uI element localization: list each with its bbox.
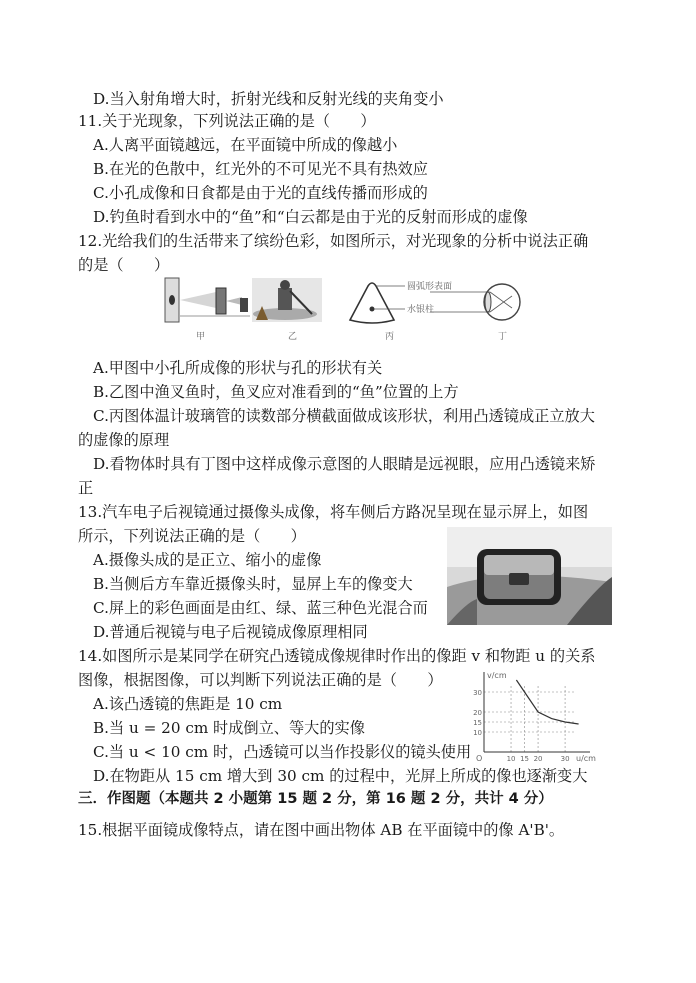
q12-stem-line1: 12.光给我们的生活带来了缤纷色彩，如图所示，对光现象的分析中说法正确 [78, 232, 589, 250]
q11-option-c: C.小孔成像和日食都是由于光的直线传播而形成的 [93, 184, 428, 202]
q14-option-a: A.该凸透镜的焦距是 10 cm [93, 695, 283, 713]
q13-option-c: C.屏上的彩色画面是由红、绿、蓝三种色光混合而 [93, 599, 428, 617]
y-tick-label: 15 [473, 719, 482, 727]
q10-option-d: D.当入射角增大时，折射光线和反射光线的夹角变小 [93, 90, 444, 108]
q13-stem-line1: 13.汽车电子后视镜通过摄像头成像，将车侧后方路况呈现在显示屏上，如图 [78, 503, 589, 521]
q11-option-b: B.在光的色散中，红光外的不可见光不具有热效应 [93, 160, 428, 178]
figure-label-bing: 丙 [385, 332, 395, 342]
q13-option-b: B.当侧后方车靠近摄像头时，显屏上车的像变大 [93, 575, 413, 593]
q12-option-d-line1: D.看物体时具有丁图中这样成像示意图的人眼睛是远视眼，应用凸透镜来矫 [93, 455, 596, 473]
electronic-mirror-photo [447, 527, 612, 625]
q12-figure [160, 276, 530, 348]
q14-option-d: D.在物距从 15 cm 增大到 30 cm 的过程中，光屏上所成的像也逐渐变大 [93, 767, 588, 785]
x-tick-label: 10 [506, 755, 516, 763]
x-tick-label: 15 [520, 755, 530, 763]
figure-label-jia: 甲 [196, 332, 206, 342]
y-tick-label: 20 [473, 709, 482, 717]
q13-stem-line2: 所示，下列说法正确的是（ ） [78, 527, 306, 545]
q12-stem-line2: 的是（ ） [78, 256, 170, 274]
y-tick-label: 30 [473, 689, 482, 697]
figure-label-yi: 乙 [288, 332, 298, 342]
q14-stem-line2: 图像，根据图像，可以判断下列说法正确的是（ ） [78, 671, 443, 689]
section-3-heading: 三．作图题（本题共 2 小题第 15 题 2 分，第 16 题 2 分，共计 4 分） [78, 791, 553, 807]
q14-option-b: B.当 u = 20 cm 时成倒立、等大的实像 [93, 719, 365, 737]
annotation-arc-surface: 圆弧形表面 [407, 282, 453, 292]
q13-option-a: A.摄像头成的是正立、缩小的虚像 [93, 551, 322, 569]
uv-curve [516, 680, 578, 724]
annotation-mercury-column: 水银柱 [407, 305, 435, 315]
q12-option-b: B.乙图中渔叉鱼时，鱼叉应对准看到的“鱼”位置的上方 [93, 383, 459, 401]
q11-stem: 11.关于光现象，下列说法正确的是（ ） [78, 112, 376, 130]
q11-option-a: A.人离平面镜越远，在平面镜中所成的像越小 [93, 136, 398, 154]
x-axis-label: u/cm [576, 754, 596, 763]
origin-label: O [476, 754, 483, 763]
y-axis-label: v/cm [487, 671, 507, 680]
y-tick-label: 10 [473, 729, 482, 737]
q12-option-c-line1: C.丙图体温计玻璃管的读数部分横截面做成该形状，利用凸透镜成正立放大 [93, 407, 595, 425]
q12-option-d-line2: 正 [78, 479, 94, 497]
thermometer-cross-section [350, 283, 405, 323]
x-tick-label: 30 [560, 755, 570, 763]
x-tick-label: 20 [533, 755, 543, 763]
fishing-photo [252, 278, 322, 322]
figure-label-ding: 丁 [498, 332, 508, 342]
q13-option-d: D.普通后视镜与电子后视镜成像原理相同 [93, 623, 368, 641]
pinhole-camera-diagram [165, 278, 250, 322]
q12-option-c-line2: 的虚像的原理 [78, 431, 170, 449]
q15-stem: 15.根据平面镜成像特点，请在图中画出物体 AB 在平面镜中的像 A'B'。 [78, 821, 565, 839]
q14-option-c: C.当 u < 10 cm 时，凸透镜可以当作投影仪的镜头使用 [93, 743, 472, 761]
q14-stem-line1: 14.如图所示是某同学在研究凸透镜成像规律时作出的像距 v 和物距 u 的关系 [78, 647, 596, 665]
q11-option-d: D.钓鱼时看到水中的“鱼”和“白云都是由于光的反射而形成的虚像 [93, 208, 528, 226]
uv-graph [470, 668, 598, 764]
q12-option-a: A.甲图中小孔所成像的形状与孔的形状有关 [93, 359, 383, 377]
